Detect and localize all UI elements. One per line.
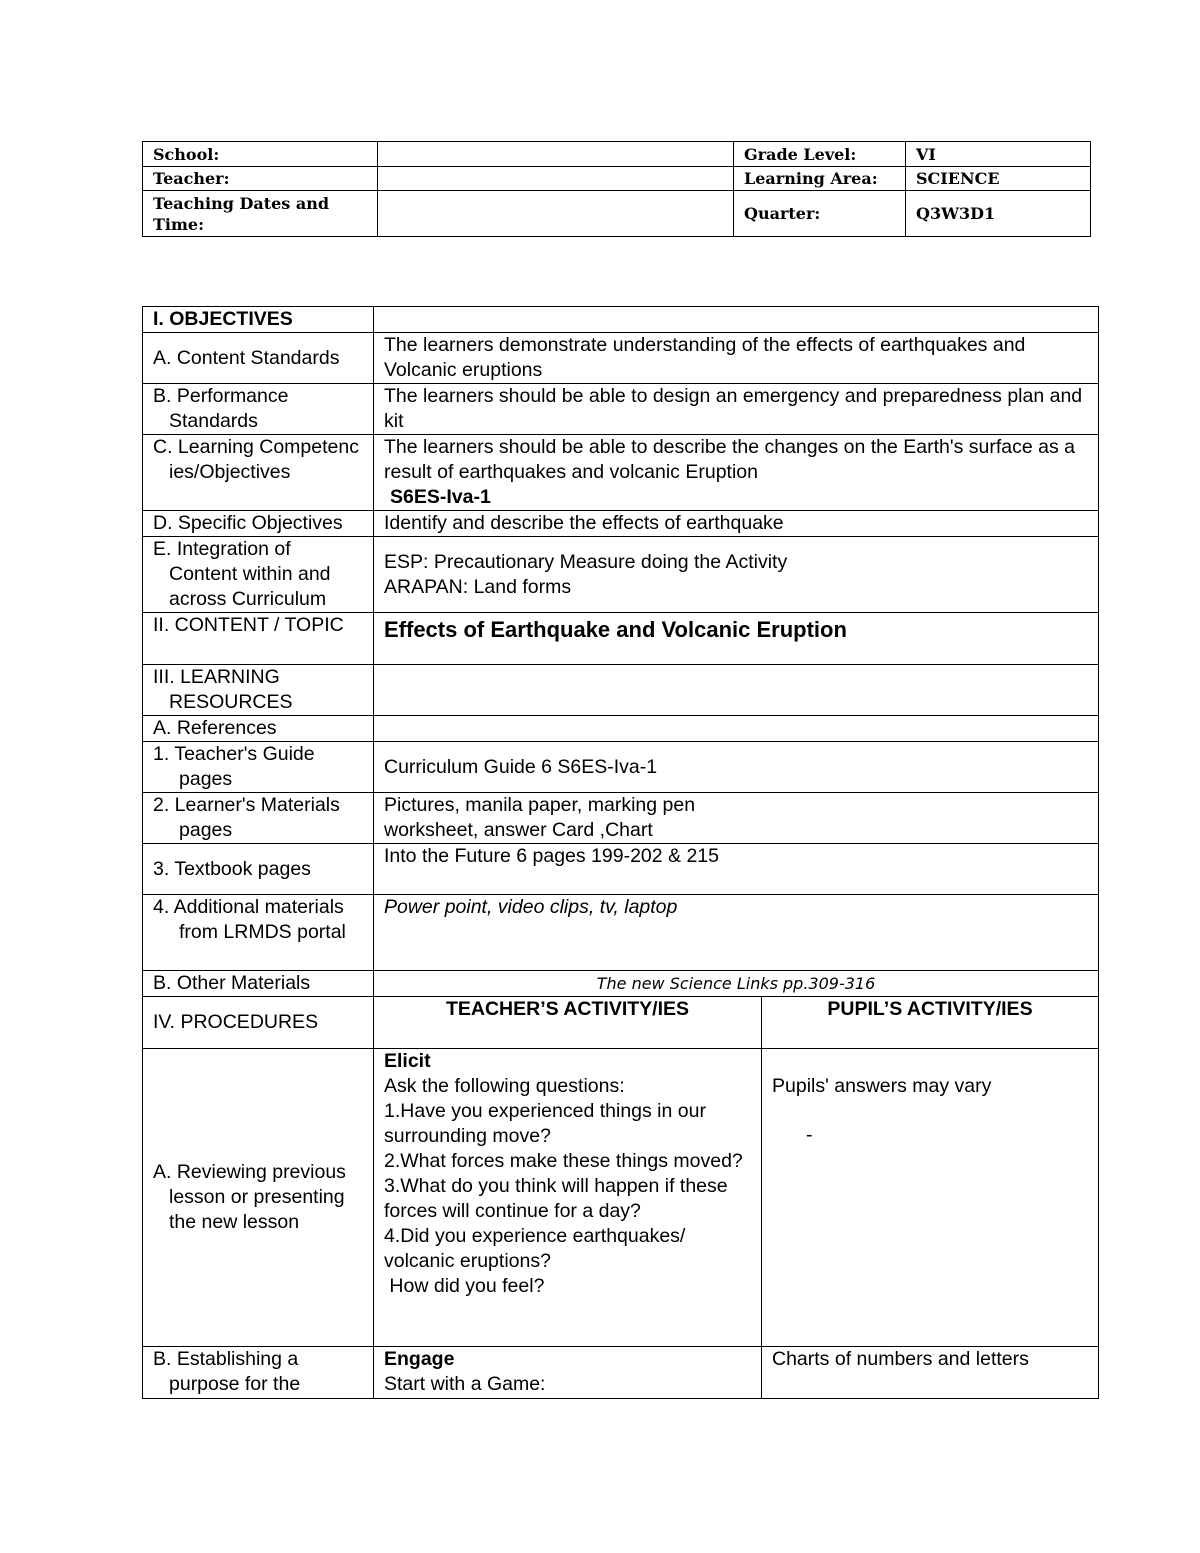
learning-area-value: SCIENCE xyxy=(906,167,1091,191)
engage-title: Engage xyxy=(384,1348,455,1370)
objectives-heading-blank xyxy=(374,307,1099,333)
quarter-label: Quarter: xyxy=(734,191,906,237)
performance-standards-label: B. Performance Standards xyxy=(143,384,374,435)
elicit-question-1: 1.Have you experienced things in our surrounding move? xyxy=(384,1100,706,1147)
learning-competencies-label: C. Learning Competencies/Objectives xyxy=(143,435,374,511)
learner-materials-line2: worksheet, answer Card ,Chart xyxy=(384,819,653,841)
learning-resources-blank xyxy=(374,665,1099,716)
reviewing-pupil-cell xyxy=(762,1049,1099,1347)
pupil-activity-heading: PUPIL’S ACTIVITY/IES xyxy=(762,997,1099,1049)
lesson-table xyxy=(142,306,1099,1399)
procedures-label: IV. PROCEDURES xyxy=(143,997,374,1049)
establishing-purpose-pupil-value: Charts of numbers and letters xyxy=(762,1347,1099,1399)
teaching-dates-label: Teaching Dates and Time: xyxy=(143,191,378,237)
elicit-question-3: 3.What do you think will happen if these forces will continue for a day? xyxy=(384,1175,728,1222)
engage-line1: Start with a Game: xyxy=(384,1373,546,1395)
content-standards-value: The learners demonstrate understanding of the effects of earthquakes and Volcanic eruptions xyxy=(374,333,1099,384)
other-materials-value: The new Science Links pp.309-316 xyxy=(374,971,1099,997)
content-standards-label: A. Content Standards xyxy=(143,333,374,384)
competency-code: S6ES-Iva-1 xyxy=(390,486,491,508)
content-topic-cell xyxy=(374,613,1099,665)
references-label: A. References xyxy=(143,716,374,742)
elicit-question-5: How did you feel? xyxy=(384,1275,545,1297)
additional-materials-label: 4. Additional materials from LRMDS portal xyxy=(143,895,374,971)
establishing-purpose-teacher-cell xyxy=(374,1347,762,1399)
elicit-question-4: 4.Did you experience earthquakes/ volcanic eruptions? xyxy=(384,1225,686,1272)
textbook-pages-value: Into the Future 6 pages 199-202 & 215 xyxy=(374,844,1099,895)
content-topic-value: Effects of Earthquake and Volcanic Eruption xyxy=(384,617,847,642)
teaching-dates-value xyxy=(378,191,734,237)
learning-resources-label: III. LEARNING RESOURCES xyxy=(143,665,374,716)
learning-competencies-value: The learners should be able to describe the changes on the Earth's surface as a result of earthquakes and volcanic Eruption xyxy=(384,436,1075,483)
teacher-label: Teacher: xyxy=(143,167,378,191)
integration-esp: ESP: Precautionary Measure doing the Activity xyxy=(384,550,788,573)
textbook-pages-label: 3. Textbook pages xyxy=(143,844,374,895)
teacher-value xyxy=(378,167,734,191)
specific-objectives-value: Identify and describe the effects of earthquake xyxy=(374,511,1099,537)
grade-level-label: Grade Level: xyxy=(734,142,906,167)
specific-objectives-label: D. Specific Objectives xyxy=(143,511,374,537)
pupil-answers-text: Pupils' answers may vary xyxy=(772,1075,992,1097)
header-table xyxy=(142,141,1091,237)
teacher-activity-heading: TEACHER’S ACTIVITY/IES xyxy=(374,997,762,1049)
integration-cell xyxy=(374,537,1099,613)
learner-materials-cell xyxy=(374,793,1099,844)
reviewing-lesson-label: A. Reviewing previous lesson or presenting the new lesson xyxy=(143,1049,374,1347)
pupil-answers-dash: - xyxy=(806,1124,813,1146)
grade-level-value: VI xyxy=(906,142,1091,167)
learning-competencies-cell xyxy=(374,435,1099,511)
reviewing-teacher-cell xyxy=(374,1049,762,1347)
additional-materials-value: Power point, video clips, tv, laptop xyxy=(374,895,1099,971)
elicit-intro: Ask the following questions: xyxy=(384,1075,625,1097)
objectives-heading: I. OBJECTIVES xyxy=(143,307,374,333)
learner-materials-line1: Pictures, manila paper, marking pen xyxy=(384,794,696,816)
quarter-value: Q3W3D1 xyxy=(906,191,1091,237)
integration-arapan: ARAPAN: Land forms xyxy=(384,575,572,598)
elicit-title: Elicit xyxy=(384,1050,431,1072)
school-value xyxy=(378,142,734,167)
learning-area-label: Learning Area: xyxy=(734,167,906,191)
learner-materials-label: 2. Learner's Materials pages xyxy=(143,793,374,844)
teacher-guide-label: 1. Teacher's Guide pages xyxy=(143,742,374,793)
teacher-guide-value: Curriculum Guide 6 S6ES-Iva-1 xyxy=(374,742,1099,793)
establishing-purpose-label: B. Establishing a purpose for the xyxy=(143,1347,374,1399)
integration-label: E. Integration of Content within and across Curriculum xyxy=(143,537,374,613)
references-blank xyxy=(374,716,1099,742)
elicit-question-2: 2.What forces make these things moved? xyxy=(384,1150,743,1172)
content-topic-label: II. CONTENT / TOPIC xyxy=(143,613,374,665)
school-label: School: xyxy=(143,142,378,167)
other-materials-label: B. Other Materials xyxy=(143,971,374,997)
performance-standards-value: The learners should be able to design an emergency and preparedness plan and kit xyxy=(374,384,1099,435)
